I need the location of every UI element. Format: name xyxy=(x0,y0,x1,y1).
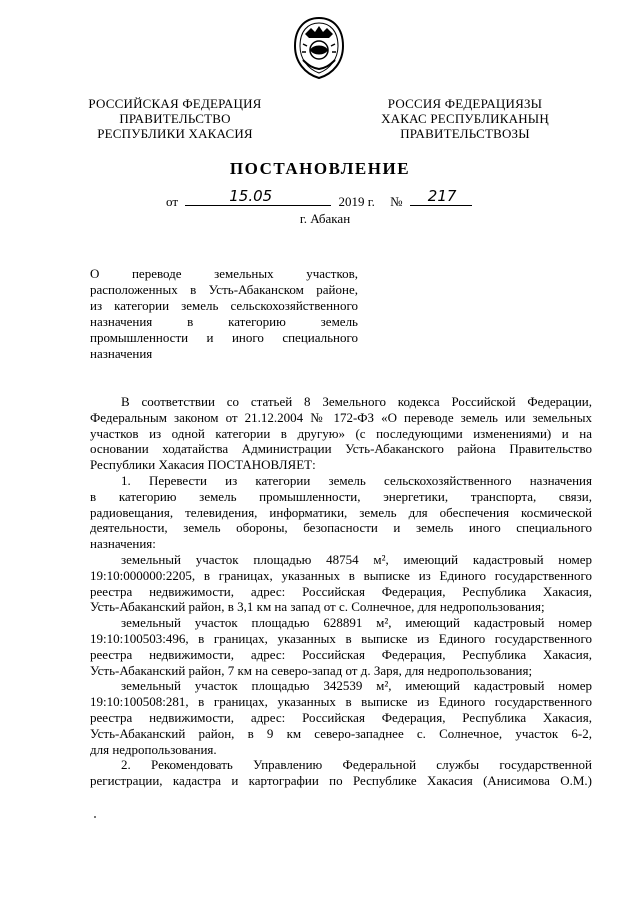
item-1-paragraph xyxy=(90,473,592,552)
scan-speck xyxy=(94,816,96,818)
body-line: реестра недвижимости, адрес: Российская Федерация, Республика Хакасия, xyxy=(90,646,592,662)
body-line: В соответствии со статьей 8 Земельного кодекса Российской Федерации, xyxy=(121,394,592,409)
body-line: 2. Рекомендовать Управлению Федеральной службы государственной xyxy=(121,757,592,773)
body-line: назначения: xyxy=(90,536,156,552)
body-line: участков из одной категории в другую» (с последующими изменениями) и на xyxy=(90,425,592,441)
body-line: 19:10:100508:281, в границах, указанных в выписке из Единого государственного xyxy=(90,694,592,710)
body-line: основании ходатайства Администрации Усть-Абаканского района Правительство xyxy=(90,441,592,457)
header-right-line: РОССИЯ ФЕДЕРАЦИЯЗЫ xyxy=(387,96,543,111)
header-right-line: ПРАВИТЕЛЬСТВОЗЫ xyxy=(400,126,530,141)
subject-line: назначения xyxy=(90,346,153,361)
document-body xyxy=(90,394,592,789)
body-line: Усть-Абаканский район, в 9 км северо-западнее с. Солнечное, участок 6-2, xyxy=(90,725,592,741)
body-line: Федеральным законом от 21.12.2004 № 172-ФЗ «О переводе земель или земельных xyxy=(90,409,592,425)
body-line: Усть-Абаканский район, 7 км на северо-запад от д. Заря, для недропользования; xyxy=(90,662,533,678)
date-field xyxy=(185,187,331,206)
body-line: для недропользования. xyxy=(90,741,217,757)
body-line: радиовещания, телевидения, информатики, земель для обеспечения космической xyxy=(90,504,592,520)
body-line: 1. Перевести из категории земель сельскохозяйственного назначения xyxy=(121,472,592,488)
header-right-line: ХАКАС РЕСПУБЛИКАНЫҢ xyxy=(381,111,549,126)
body-line: реестра недвижимости, адрес: Российская Федерация, Республика Хакасия, xyxy=(90,709,592,725)
parcel-3-paragraph xyxy=(90,678,592,757)
number-sign: № xyxy=(390,194,403,209)
header-left-line: ПРАВИТЕЛЬСТВО xyxy=(119,111,231,126)
from-label: от xyxy=(166,194,179,209)
body-line: в категорию земель промышленности, энергетики, транспорта, связи, xyxy=(90,488,592,504)
subject-line: О переводе земельных участков, xyxy=(90,266,358,281)
handwritten-number: 217 xyxy=(427,187,457,205)
subject-line: расположенных в Усть-Абаканском районе, xyxy=(90,282,358,297)
body-line: 19:10:100503:496, в границах, указанных в выписке из Единого государственного xyxy=(90,630,592,646)
header-left-block xyxy=(70,96,280,141)
body-line: 19:10:000000:2205, в границах, указанных в выписке из Единого государственного xyxy=(90,567,592,583)
header-left-line: РЕСПУБЛИКИ ХАКАСИЯ xyxy=(97,126,253,141)
body-line: регистрации, кадастра и картографии по Республике Хакасия (Анисимова О.М.) xyxy=(90,773,592,789)
header-right-block xyxy=(350,96,580,141)
subject-line: промышленности и иного специального xyxy=(90,330,358,345)
date-number-line xyxy=(166,187,472,210)
parcel-2-paragraph xyxy=(90,615,592,678)
body-line: деятельности, земель обороны, безопасности и земель иного специального xyxy=(90,520,592,536)
subject-block xyxy=(90,266,358,362)
preamble-paragraph xyxy=(90,394,592,473)
body-line: реестра недвижимости, адрес: Российская Федерация, Республика Хакасия, xyxy=(90,583,592,599)
body-line: земельный участок площадью 48754 м², имеющий кадастровый номер xyxy=(121,551,592,567)
body-line: Республики Хакасия ПОСТАНОВЛЯЕТ: xyxy=(90,457,316,473)
city-label: г. Абакан xyxy=(299,211,351,226)
handwritten-date: 15.05 xyxy=(229,187,273,205)
subject-line: из категории земель сельскохозяйственного xyxy=(90,298,358,313)
subject-line: назначения в категорию земель xyxy=(90,314,358,329)
document-title: ПОСТАНОВЛЕНИЕ xyxy=(229,159,411,178)
body-line: земельный участок площадью 628891 м², имеющий кадастровый номер xyxy=(121,615,592,631)
parcel-1-paragraph xyxy=(90,552,592,615)
body-line: Усть-Абаканский район, в 3,1 км на запад от с. Солнечное, для недропользования; xyxy=(90,599,545,615)
body-line: земельный участок площадью 342539 м², имеющий кадастровый номер xyxy=(121,678,592,694)
number-field xyxy=(410,187,472,206)
coat-of-arms-emblem xyxy=(291,16,347,80)
header-left-line: РОССИЙСКАЯ ФЕДЕРАЦИЯ xyxy=(88,96,262,111)
year-label: 2019 г. xyxy=(338,194,375,209)
item-2-paragraph xyxy=(90,757,592,789)
